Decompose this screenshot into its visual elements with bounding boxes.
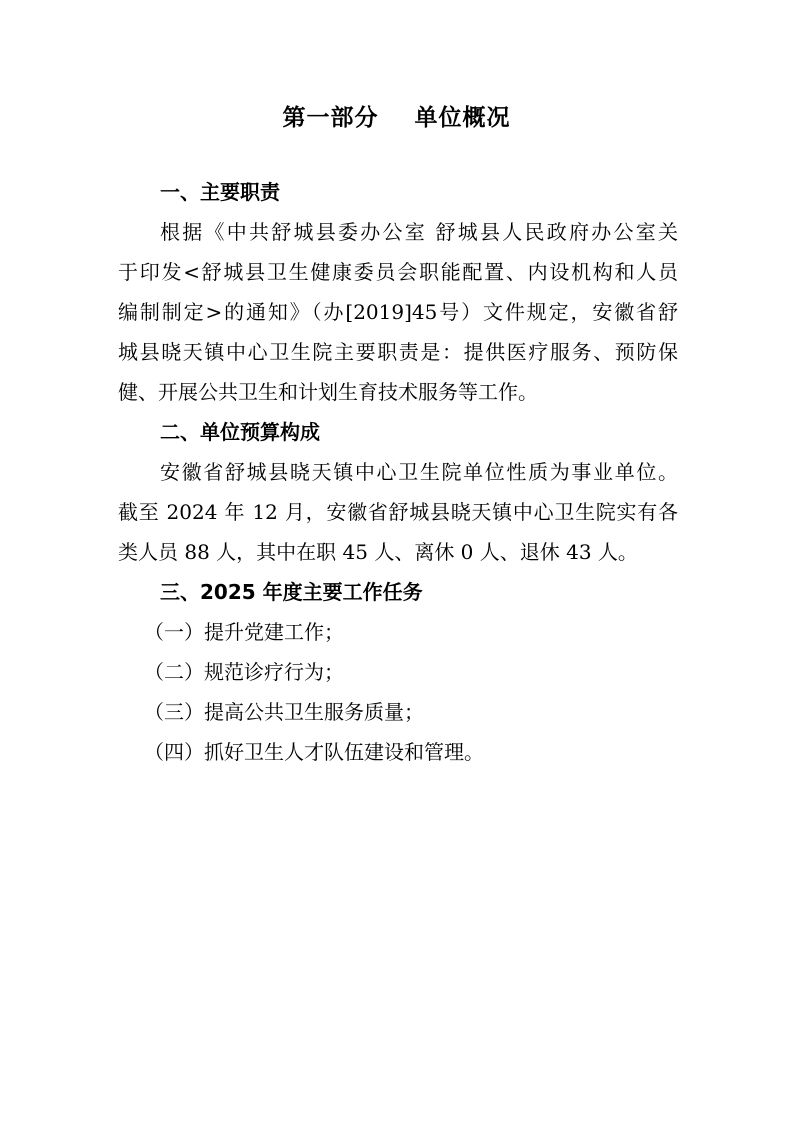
section-heading-budget-composition: 二、单位预算构成 — [160, 420, 320, 444]
section-heading-main-tasks: 三、2025 年度主要工作任务 — [160, 580, 423, 604]
paragraph-line: 编制制定>的通知》（办[2019]45号）文件规定，安徽省舒 — [118, 300, 678, 324]
paragraph-line: 于印发<舒城县卫生健康委员会职能配置、内设机构和人员 — [118, 260, 678, 284]
paragraph-line: 类人员 88 人，其中在职 45 人、离休 0 人、退休 43 人。 — [118, 540, 638, 564]
task-item: （一）提升党建工作； — [144, 620, 344, 644]
task-item: （三）提高公共卫生服务质量； — [144, 700, 424, 724]
paragraph-line: 城县晓天镇中心卫生院主要职责是：提供医疗服务、预防保 — [118, 340, 678, 364]
section-heading-main-duties: 一、主要职责 — [160, 180, 280, 204]
paragraph-line: 截至 2024 年 12 月，安徽省舒城县晓天镇中心卫生院实有各 — [118, 500, 678, 524]
paragraph-line: 根据《中共舒城县委办公室 舒城县人民政府办公室关 — [160, 220, 678, 244]
paragraph-line: 健、开展公共卫生和计划生育技术服务等工作。 — [118, 380, 538, 404]
task-item: （四）抓好卫生人才队伍建设和管理。 — [144, 740, 484, 764]
task-item: （二）规范诊疗行为； — [144, 660, 344, 684]
page-title: 第一部分 单位概况 — [282, 105, 511, 131]
paragraph-line: 安徽省舒城县晓天镇中心卫生院单位性质为事业单位。 — [160, 460, 678, 484]
